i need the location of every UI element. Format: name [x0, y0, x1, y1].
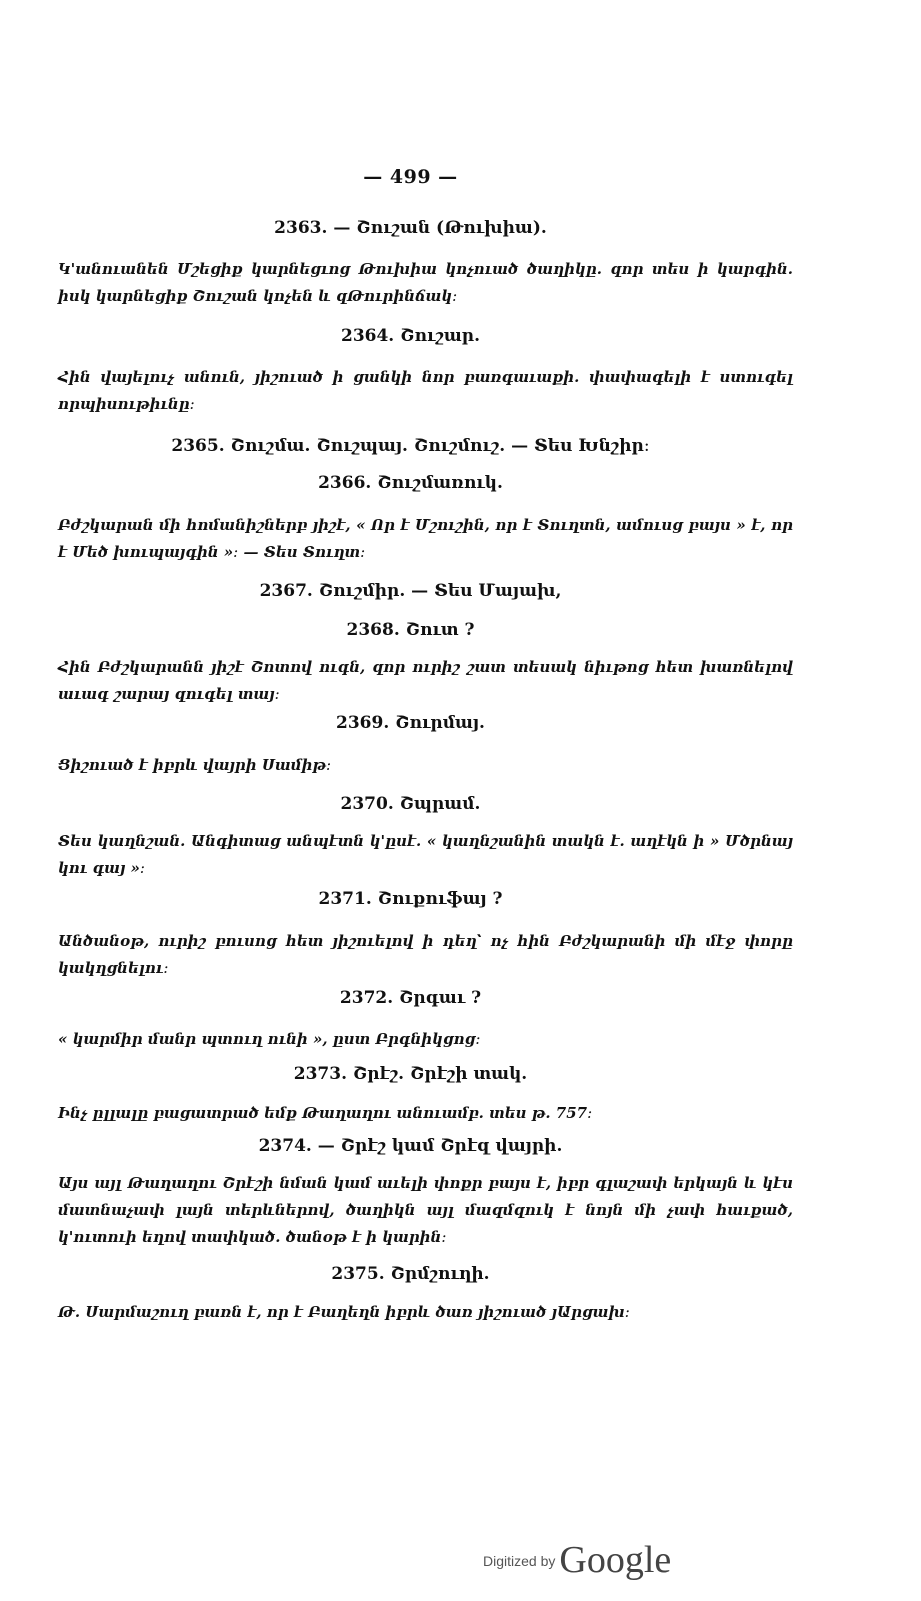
- digitized-by-label: Digitized by: [483, 1553, 556, 1569]
- entry-body: « կարմիր մանր պտուղ ունի », ըստ Բրգնիկցոց։: [58, 1030, 481, 1048]
- page-number: — 499 —: [363, 166, 458, 188]
- entry-heading: 2374. — Շրէշ կամ Շրէզ վայրի․: [258, 1136, 563, 1156]
- entry-body: Հին վայելուչ անուն, յիշուած ի ցանկի նոր բառգաւաքի․ փափագելի է ստուգել որպիսութիւնը։: [58, 368, 793, 413]
- entry-heading: 2370. Շպրամ․: [340, 794, 481, 814]
- entry-body: Բժշկարան մի հոմանիշներբ յիշէ, « Որ է Մշուշին, որ է Տուղտն, ամուսց բայս » է, որ է Մեծ խուպայգին »։ — Տես Տուղտ։: [58, 516, 793, 561]
- entry-body: Ինչ ըլլալը բացատրած եմք Թաղաղու անուամբ․ տես թ․ 757։: [58, 1104, 593, 1122]
- entry-heading: 2369. Շուրմայ․: [336, 713, 485, 733]
- entry-body: Հին Բժշկարանն յիշէ Շոտով ուգն, զոր ուրիշ շատ տեսակ նիւթոց հետ խառնելով աւագ շարայ զուգել տայ։: [58, 658, 793, 703]
- entry-heading: 2368. Շուտ ?: [346, 620, 475, 640]
- entry-body: Թ․ Սարմաշուղ բառն է, որ է Բաղեղն իբրև ծառ յիշուած յԱրցախ։: [58, 1303, 630, 1321]
- entry-heading: 2373. Շրէշ․ Շրէշի տակ․: [293, 1064, 528, 1084]
- entry-body: Ցիշուած է իբրև վայրի Սամիթ։: [58, 756, 332, 774]
- entry-heading: 2364. Շուշար․: [340, 326, 480, 346]
- google-logo: Google: [559, 1539, 672, 1581]
- entry-heading: 2363. — Շուշան (Թուխիա)․: [274, 218, 547, 238]
- entry-body: Այս այլ Թաղաղու Շրէշի նման կամ աւելի փոքր բայս է, իբր գլաշափ երկայն և կէս մատնաչափ լայն տերևներով, ծաղիկն այլ մազմզուկ է նոյն մի չափ հաւքած, կ'ուտուի եղով տափկած․ ծանօթ է ի կարին։: [58, 1174, 793, 1246]
- entry-heading: 2371. Շուքուֆայ ?: [318, 889, 503, 909]
- entry-heading: 2372. Շրգաւ ?: [339, 988, 482, 1008]
- entry-body: Կ'անուանեն Մշեցիք կարնեցւոց Թուխիա կոչուած ծաղիկը․ զոր տես ի կարգին․ իսկ կարնեցիք Շուշան կոչեն և զԹուրինճակ։: [58, 260, 793, 305]
- entry-heading: 2367. Շուշմիր. — Տես Մայախ,: [259, 581, 562, 601]
- entry-heading: 2366. Շուշմառուկ․: [318, 473, 503, 493]
- entry-heading: 2375. Շրմշուղի․: [331, 1264, 490, 1284]
- google-watermark: [483, 1538, 671, 1582]
- entry-body: Տես կաղնշան․ Անգիտաց անպէտն կ'ըսէ․ « կաղնշանին տակն է․ աղէկն ի » Մծրնայ կու գայ »։: [58, 832, 793, 877]
- entry-body: Անծանօթ, ուրիշ բուսոց հետ յիշուելով ի դեղ՝ ոչ հին Բժշկարանի մի մէջ փորը կակղցնելու։: [58, 932, 793, 977]
- entry-heading: 2365. Շուշմա․ Շուշպայ․ Շուշմուշ․ — Տես Խնշիր։: [171, 436, 650, 456]
